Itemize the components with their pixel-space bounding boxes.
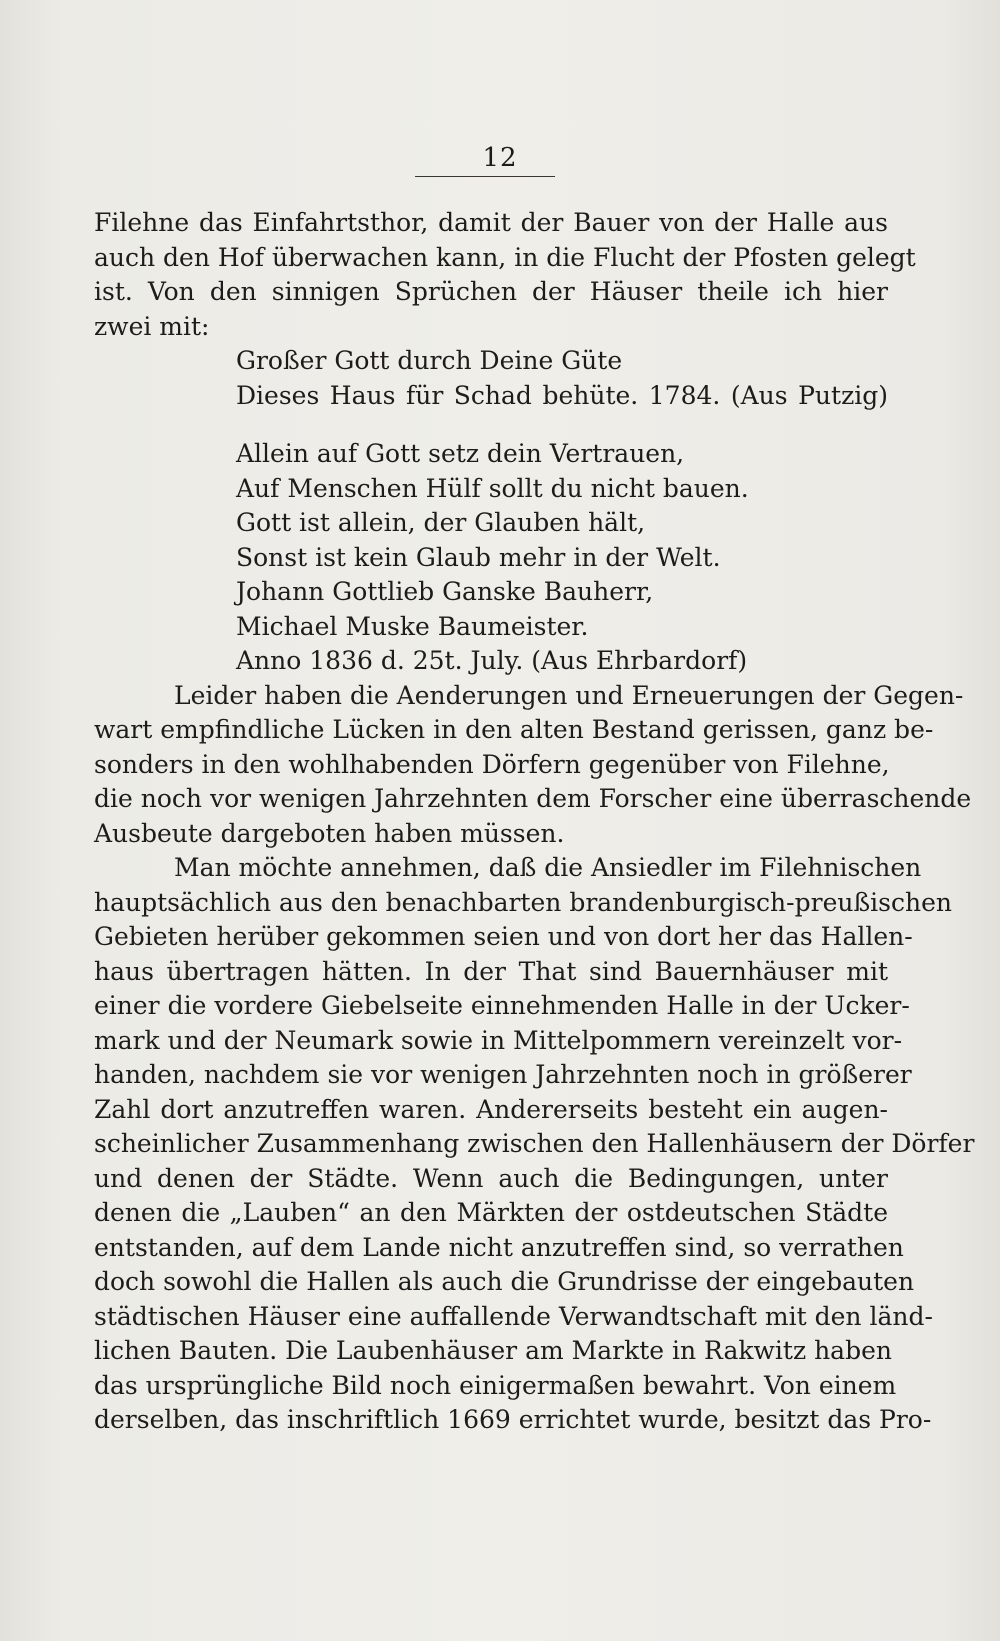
text-line: doch sowohl die Hallen als auch die Grundrisse der eingebauten — [94, 1267, 915, 1296]
text-line: städtischen Häuser eine auffallende Verwandtschaft mit den länd- — [94, 1301, 933, 1331]
text-line: Filehne das Einfahrtsthor, damit der Bauer von der Halle aus — [94, 208, 888, 237]
text-line: Man möchte annehmen, daß die Ansiedler im Filehnischen — [174, 853, 922, 882]
verse-line: Allein auf Gott setz dein Vertrauen, — [236, 439, 685, 468]
text-line: derselben, das inschriftlich 1669 errichtet wurde, besitzt das Pro- — [94, 1405, 932, 1434]
text-line: denen die „Lauben“ an den Märkten der ostdeutschen Städte — [94, 1198, 888, 1227]
text-line: Zahl dort anzutreffen waren. Andererseits besteht ein augen- — [94, 1094, 888, 1124]
text-line: scheinlicher Zusammenhang zwischen den Hallenhäusern der Dörfer — [94, 1129, 975, 1158]
text-line: auch den Hof überwachen kann, in die Flucht der Pfosten gelegt — [94, 242, 916, 272]
verse-line: Anno 1836 d. 25t. July. (Aus Ehrbardorf) — [236, 646, 748, 675]
text-line: lichen Bauten. Die Laubenhäuser am Markte in Rakwitz haben — [94, 1336, 892, 1365]
text-line: und denen der Städte. Wenn auch die Bedingungen, unter — [94, 1163, 888, 1193]
text-line: hauptsächlich aus den benachbarten brandenburgisch-preußischen — [94, 887, 952, 917]
verse-line: Dieses Haus für Schad behüte. 1784. (Aus Putzig) — [236, 380, 888, 410]
text-line: Leider haben die Aenderungen und Erneuerungen der Gegen- — [174, 680, 964, 710]
text-line: wart empfindliche Lücken in den alten Bestand gerissen, ganz be- — [94, 715, 934, 744]
page-number: 12 — [482, 143, 518, 173]
text-line: Gebieten herüber gekommen seien und von dort her das Hallen- — [94, 922, 913, 951]
paragraph-3 — [94, 851, 975, 1438]
text-line: das ursprüngliche Bild noch einigermaßen bewahrt. Von einem — [94, 1370, 897, 1400]
text-line: einer die vordere Giebelseite einnehmenden Halle in der Ucker- — [94, 991, 910, 1020]
verse-line: Auf Menschen Hülf sollt du nicht bauen. — [236, 473, 749, 503]
verse-gap — [94, 413, 888, 437]
verse-line: Gott ist allein, der Glauben hält, — [236, 508, 646, 537]
verse-line: Sonst ist kein Glaub mehr in der Welt. — [236, 542, 721, 572]
text-line: sonders in den wohlhabenden Dörfern gegenüber von Filehne, — [94, 749, 890, 779]
text-line: handen, nachdem sie vor wenigen Jahrzehnten noch in größerer — [94, 1060, 912, 1089]
verse-line: Michael Muske Baumeister. — [236, 611, 589, 641]
text-line: Ausbeute dargeboten haben müssen. — [94, 818, 565, 848]
header-rule — [415, 176, 555, 177]
paragraph-2 — [94, 679, 972, 852]
verse-1 — [94, 344, 888, 413]
text-line: zwei mit: — [94, 311, 210, 341]
text-line: entstanden, auf dem Lande nicht anzutreffen sind, so verrathen — [94, 1232, 904, 1262]
text-line: ist. Von den sinnigen Sprüchen der Häuser theile ich hier — [94, 277, 888, 306]
verse-2 — [94, 437, 888, 679]
text-line: mark und der Neumark sowie in Mittelpommern vereinzelt vor- — [94, 1025, 903, 1055]
verse-line: Großer Gott durch Deine Güte — [236, 346, 623, 375]
verse-line: Johann Gottlieb Ganske Bauherr, — [236, 577, 654, 606]
text-line: die noch vor wenigen Jahrzehnten dem Forscher eine überraschende — [94, 784, 972, 813]
paragraph-1 — [94, 206, 916, 344]
body-text — [94, 206, 975, 1438]
text-line: haus übertragen hätten. In der That sind Bauernhäuser mit — [94, 956, 888, 986]
